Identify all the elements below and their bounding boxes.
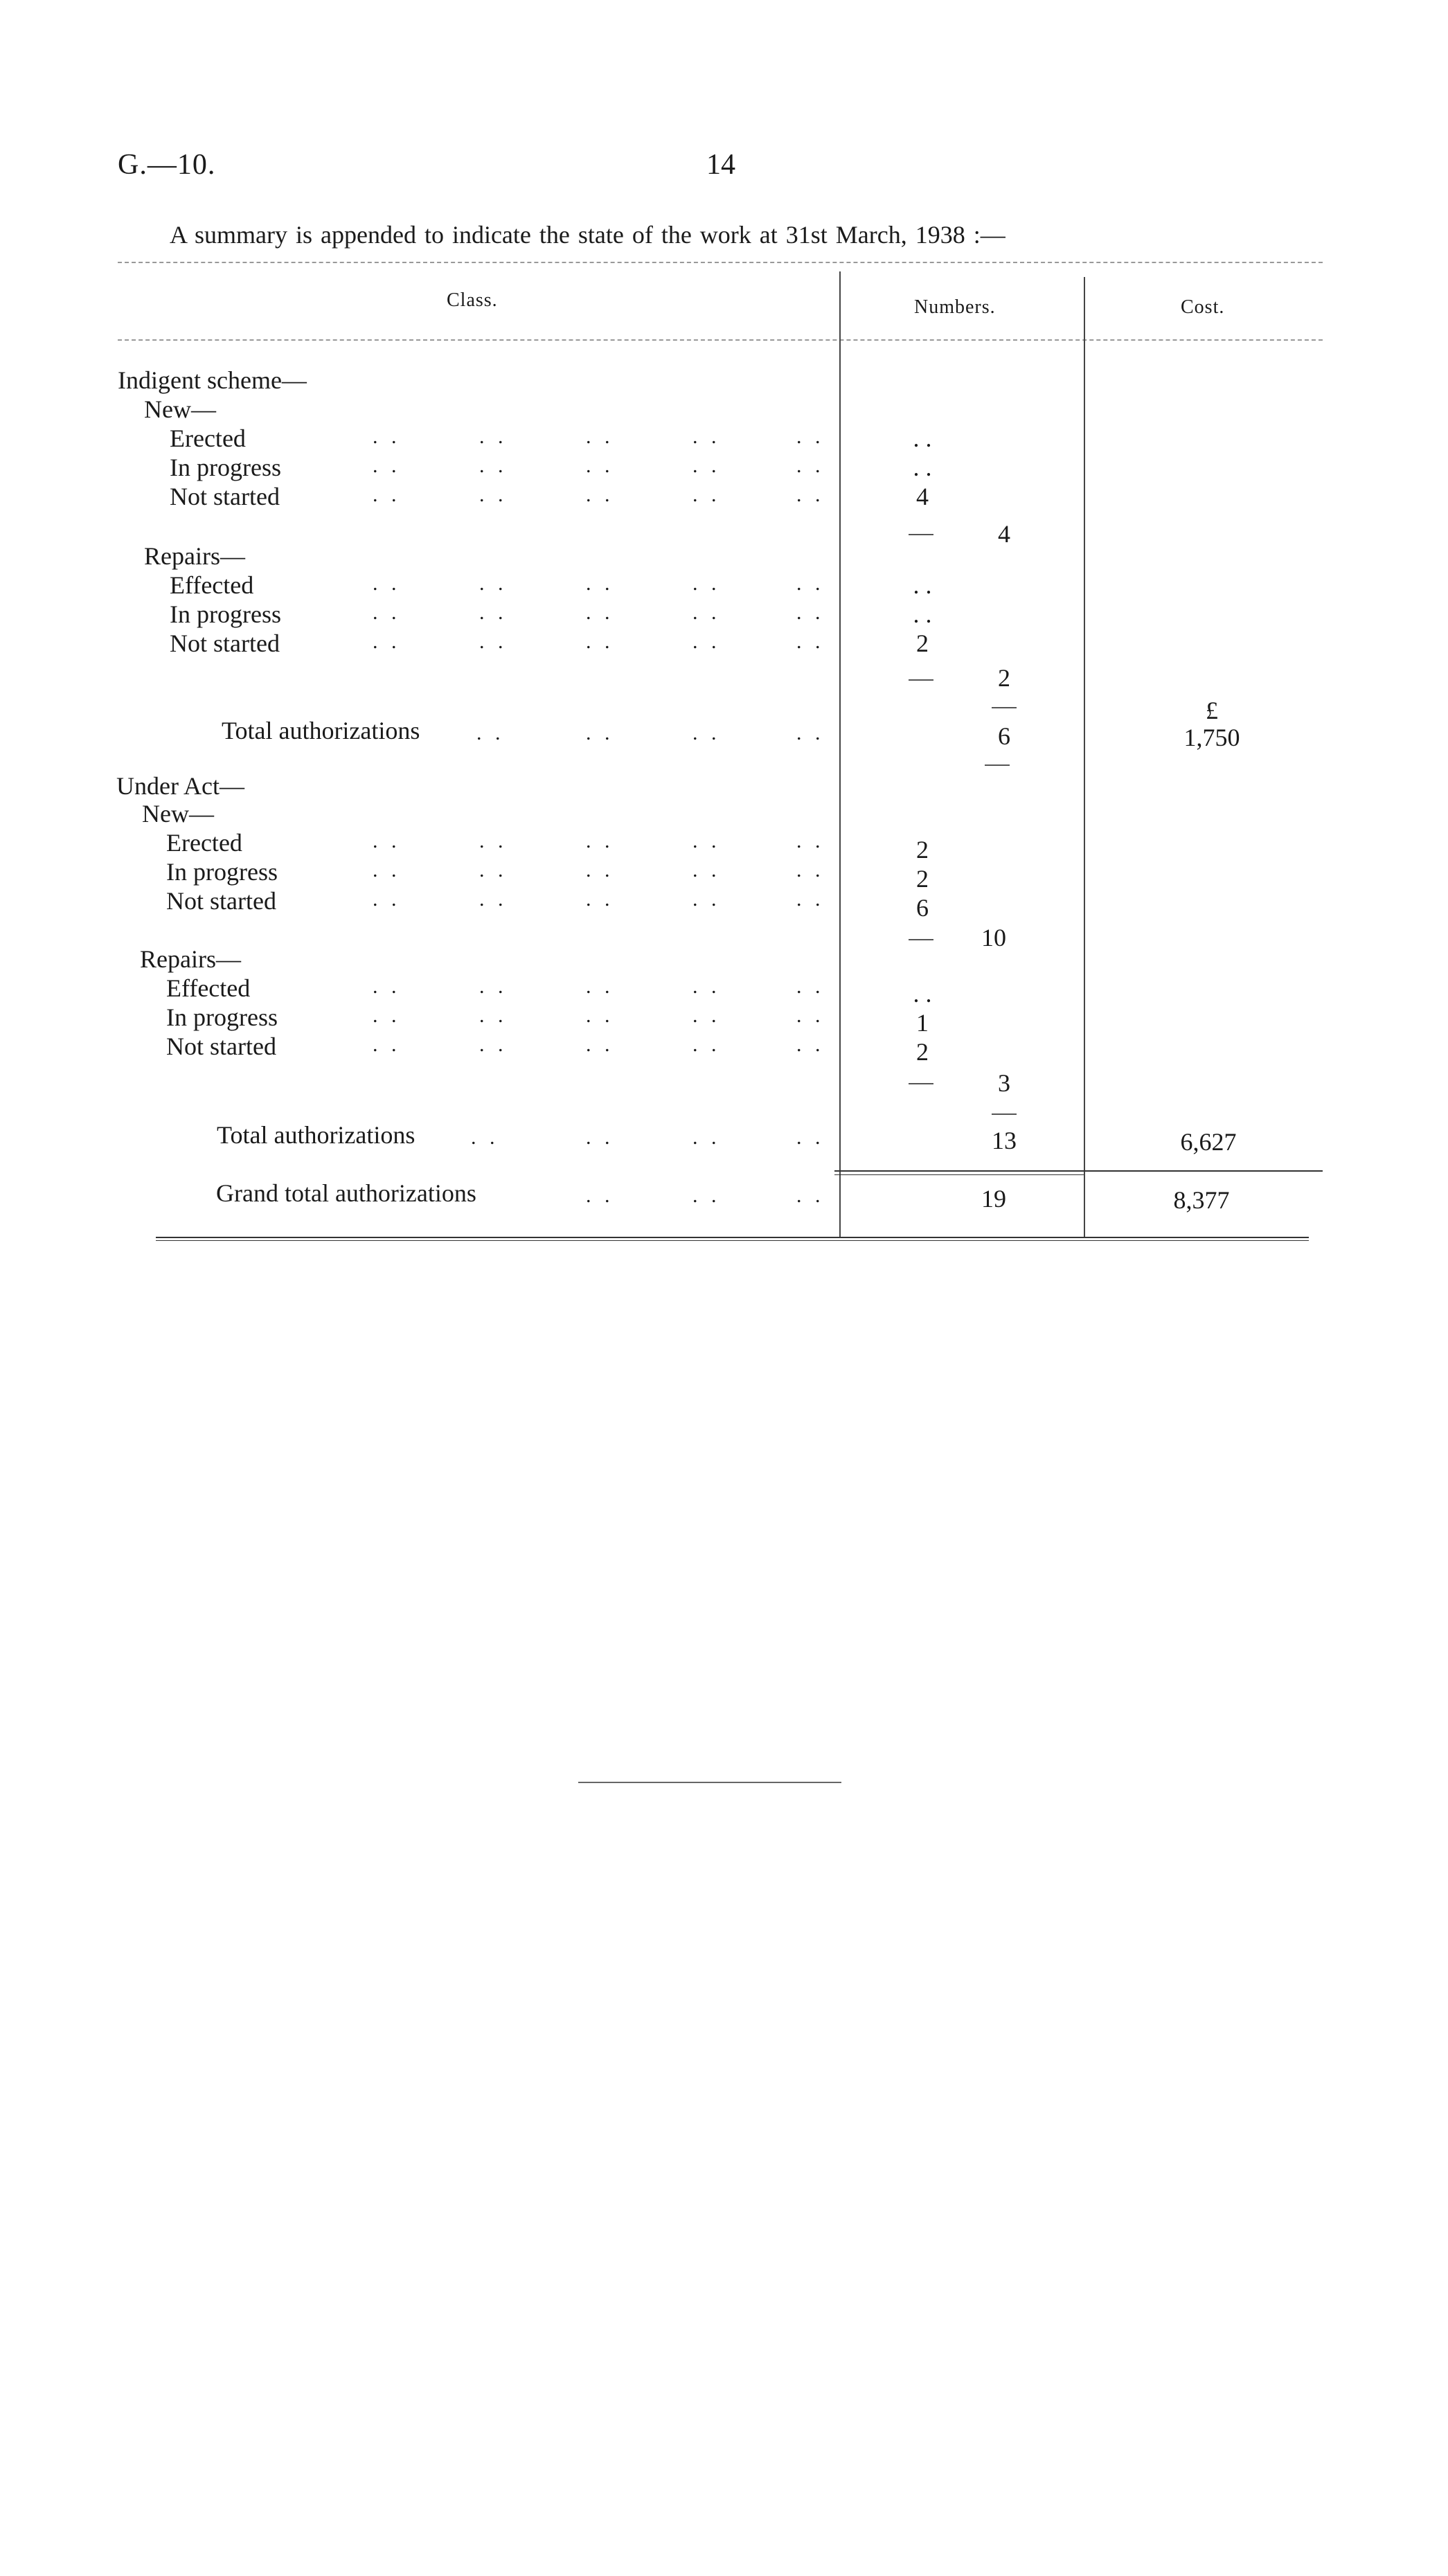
leader-dots: . . <box>373 630 401 653</box>
leader-dots: . . <box>796 830 825 852</box>
section-title-under-act: Under Act— <box>116 772 244 800</box>
column-header-numbers: Numbers. <box>914 296 996 318</box>
indigent-new-label: New— <box>144 395 216 423</box>
leader-dots: . . <box>796 975 825 998</box>
grand-total-number: 19 <box>981 1185 1006 1213</box>
leader-dots: . . <box>479 454 508 477</box>
leader-dots: . . <box>373 1004 401 1027</box>
total-dash <box>985 764 1010 766</box>
under-act-repairs-row-label: Not started <box>166 1032 276 1060</box>
leader-dots: . . <box>471 1126 499 1149</box>
table-bottom-rule <box>156 1237 1309 1238</box>
page-number: 14 <box>706 149 735 181</box>
leader-dots: . . <box>479 975 508 998</box>
section-title-indigent: Indigent scheme— <box>118 366 307 394</box>
leader-dots: . . <box>692 572 721 595</box>
leader-dots: . . <box>692 601 721 624</box>
indigent-repairs-row-value: . . <box>913 571 932 599</box>
indigent-new-row-value: . . <box>913 424 932 452</box>
leader-dots: . . <box>796 1126 825 1149</box>
column-header-class: Class. <box>447 289 498 311</box>
leader-dots: . . <box>373 483 401 506</box>
grand-total-rule <box>834 1174 1084 1175</box>
under-act-repairs-row-value: . . <box>913 980 932 1008</box>
leader-dots: . . <box>692 630 721 653</box>
leader-dots: . . <box>586 859 614 882</box>
intro-text: A summary is appended to indicate the state of the work at 31st March, 1938 :— <box>170 221 1005 249</box>
under-act-repairs-row-label: In progress <box>166 1003 278 1031</box>
leader-dots: . . <box>373 601 401 624</box>
leader-dots: . . <box>796 722 825 744</box>
currency-symbol: £ <box>1206 697 1218 724</box>
leader-dots: . . <box>586 572 614 595</box>
indigent-new-row-value: 4 <box>916 483 929 510</box>
leader-dots: . . <box>692 830 721 852</box>
leader-dots: . . <box>586 454 614 477</box>
leader-dots: . . <box>796 1184 825 1207</box>
leader-dots: . . <box>373 1033 401 1056</box>
leader-dots: . . <box>373 454 401 477</box>
under-act-new-row-value: 2 <box>916 865 929 893</box>
leader-dots: . . <box>692 483 721 506</box>
subtotal-dash <box>909 1083 933 1084</box>
indigent-new-row-value: . . <box>913 454 932 481</box>
under-act-new-row-value: 6 <box>916 894 929 922</box>
indigent-total-label: Total authorizations <box>222 717 420 744</box>
leader-dots: . . <box>479 601 508 624</box>
total-dash <box>992 1113 1017 1115</box>
leader-dots: . . <box>479 630 508 653</box>
table-top-rule <box>118 262 1323 263</box>
leader-dots: . . <box>692 425 721 448</box>
subtotal-dash <box>909 679 933 681</box>
indigent-repairs-row-label: In progress <box>170 600 281 628</box>
leader-dots: . . <box>796 859 825 882</box>
under-act-repairs-row-value: 1 <box>916 1009 929 1037</box>
under-act-repairs-label: Repairs— <box>140 945 241 973</box>
leader-dots: . . <box>586 601 614 624</box>
under-act-total-label: Total authorizations <box>217 1121 415 1149</box>
leader-dots: . . <box>796 483 825 506</box>
indigent-repairs-row-value: 2 <box>916 629 929 657</box>
leader-dots: . . <box>692 1033 721 1056</box>
under-act-repairs-subtotal: 3 <box>998 1069 1010 1097</box>
indigent-total-number: 6 <box>998 722 1010 750</box>
under-act-repairs-row-value: 2 <box>916 1038 929 1066</box>
leader-dots: . . <box>692 859 721 882</box>
leader-dots: . . <box>586 1126 614 1149</box>
leader-dots: . . <box>479 1033 508 1056</box>
leader-dots: . . <box>796 1033 825 1056</box>
leader-dots: . . <box>692 722 721 744</box>
leader-dots: . . <box>692 454 721 477</box>
leader-dots: . . <box>692 1126 721 1149</box>
indigent-repairs-subtotal: 2 <box>998 664 1010 692</box>
indigent-repairs-row-label: Not started <box>170 629 280 657</box>
under-act-new-subtotal: 10 <box>981 924 1006 951</box>
leader-dots: . . <box>373 859 401 882</box>
header-rule <box>118 339 1323 341</box>
column-header-cost: Cost. <box>1181 296 1225 318</box>
column-divider-cost <box>1084 277 1085 1237</box>
indigent-new-row-label: Erected <box>170 424 246 452</box>
leader-dots: . . <box>586 975 614 998</box>
leader-dots: . . <box>479 830 508 852</box>
leader-dots: . . <box>373 830 401 852</box>
leader-dots: . . <box>586 830 614 852</box>
indigent-repairs-label: Repairs— <box>144 542 245 570</box>
leader-dots: . . <box>692 1184 721 1207</box>
grand-total-rule <box>834 1170 1323 1172</box>
leader-dots: . . <box>479 483 508 506</box>
leader-dots: . . <box>796 630 825 653</box>
indigent-total-cost: 1,750 <box>1183 724 1240 751</box>
leader-dots: . . <box>373 975 401 998</box>
under-act-new-label: New— <box>142 800 214 828</box>
subtotal-dash <box>909 939 933 940</box>
leader-dots: . . <box>479 859 508 882</box>
indigent-repairs-row-value: . . <box>913 600 932 628</box>
leader-dots: . . <box>373 572 401 595</box>
page-end-rule <box>578 1782 841 1783</box>
leader-dots: . . <box>796 572 825 595</box>
leader-dots: . . <box>586 483 614 506</box>
indigent-new-row-label: Not started <box>170 483 280 510</box>
under-act-new-row-label: Not started <box>166 887 276 915</box>
leader-dots: . . <box>692 975 721 998</box>
leader-dots: . . <box>373 888 401 911</box>
leader-dots: . . <box>479 572 508 595</box>
document-reference: G.—10. <box>118 149 216 181</box>
grand-total-label: Grand total authorizations <box>216 1179 476 1207</box>
table-bottom-rule <box>156 1240 1309 1241</box>
indigent-new-subtotal: 4 <box>998 520 1010 548</box>
leader-dots: . . <box>586 630 614 653</box>
under-act-new-row-value: 2 <box>916 836 929 864</box>
leader-dots: . . <box>586 1033 614 1056</box>
total-dash <box>992 707 1017 708</box>
indigent-repairs-row-label: Effected <box>170 571 254 599</box>
leader-dots: . . <box>586 722 614 744</box>
leader-dots: . . <box>796 454 825 477</box>
leader-dots: . . <box>479 888 508 911</box>
leader-dots: . . <box>586 888 614 911</box>
leader-dots: . . <box>586 1004 614 1027</box>
leader-dots: . . <box>692 888 721 911</box>
leader-dots: . . <box>479 425 508 448</box>
leader-dots: . . <box>586 1184 614 1207</box>
grand-total-cost: 8,377 <box>1173 1186 1230 1214</box>
leader-dots: . . <box>796 888 825 911</box>
leader-dots: . . <box>586 425 614 448</box>
under-act-new-row-label: Erected <box>166 829 242 857</box>
leader-dots: . . <box>476 722 505 744</box>
under-act-repairs-row-label: Effected <box>166 974 251 1002</box>
leader-dots: . . <box>479 1004 508 1027</box>
subtotal-dash <box>909 534 933 535</box>
column-divider-numbers <box>839 271 841 1237</box>
under-act-total-cost: 6,627 <box>1180 1128 1237 1156</box>
leader-dots: . . <box>373 425 401 448</box>
under-act-total-number: 13 <box>992 1127 1017 1154</box>
leader-dots: . . <box>692 1004 721 1027</box>
indigent-new-row-label: In progress <box>170 454 281 481</box>
leader-dots: . . <box>796 425 825 448</box>
leader-dots: . . <box>796 601 825 624</box>
under-act-new-row-label: In progress <box>166 858 278 886</box>
leader-dots: . . <box>796 1004 825 1027</box>
